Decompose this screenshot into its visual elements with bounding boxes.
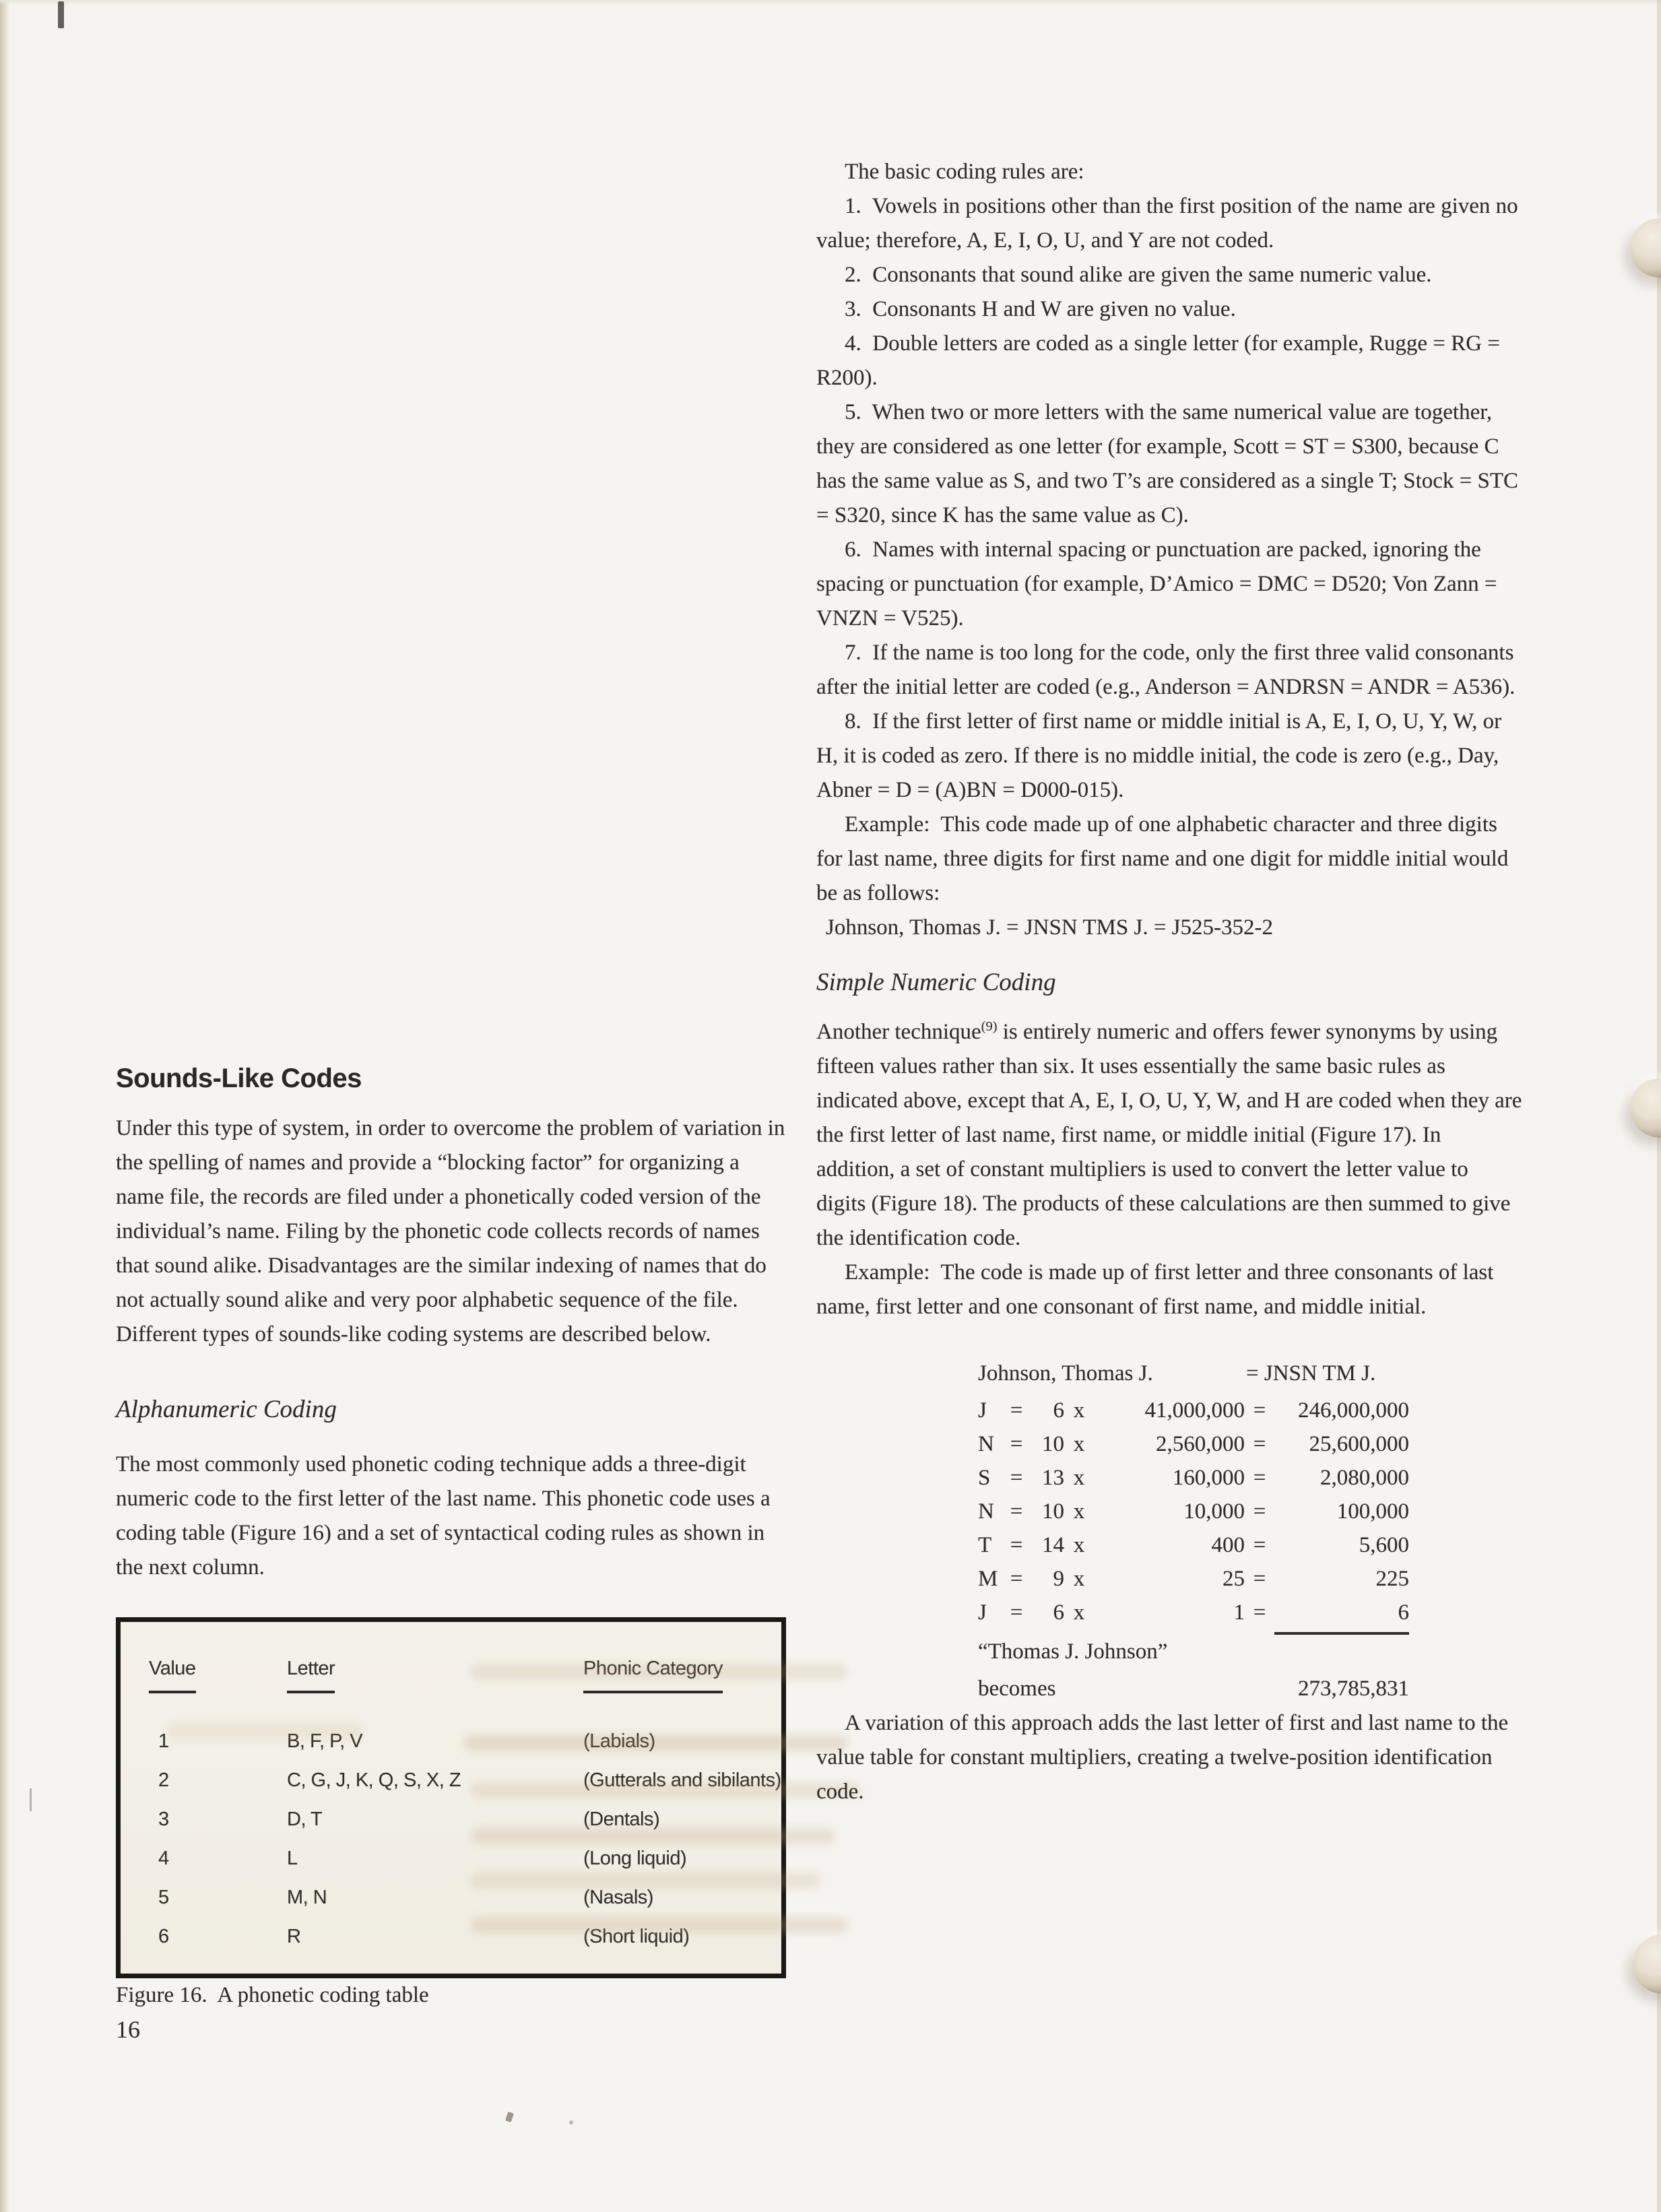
calc-result: 100,000 [1336,1499,1409,1524]
rules-intro: The basic coding rules are: [845,160,1084,184]
value-cell: 1 [158,1730,169,1752]
rule-5: 5. When two or more letters with the same numerical value are together, they are considered as one letter (for example, Scott = ST = S300, because C has the same value as S, and two T’s are considered as a single T; Stock = STC = S320, since K has the same value as C). [816,400,1519,527]
left-column [116,1063,786,2047]
calc-result: 246,000,000 [1298,1398,1409,1423]
equals-sign: = [1253,1499,1266,1524]
paragraph-sounds-like: Under this type of system, in order to overcome the problem of variation in the spelling of names and provide a “blocking factor” for organizing a name file, the records are filed under a phonetically coded version of the individual’s name. Filing by the phonetic code collects records of names that sound alike. Disadvantages are the similar indexing of names that do not actually sound alike and very poor alphabetic sequence of the file. Different types of sounds-like coding systems are described below. [116,1116,785,1346]
becomes-label: becomes [978,1677,1056,1701]
equals-sign: = [1010,1600,1023,1625]
calc-header-name: Johnson, Thomas J. [978,1361,1153,1386]
example-alphanumeric: Example: This code made up of one alphabetic character and three digits for last name, three digits for first name and one digit for middle initial would be as follows: [816,812,1509,905]
calc-multiplier: 10 [1042,1432,1064,1456]
bleed-through-text [464,1735,848,1751]
numeric-code-calculation [978,1357,1409,1706]
calc-row [978,1394,1409,1427]
letter-cell: D, T [287,1809,323,1830]
table-header-phonic-category: Phonic Category [583,1652,723,1693]
numeric-para-text: is entirely numeric and offers fewer synonyms by using fifteen values rather than six. It uses essentially the same basic rules as indicated above, except that A, E, I, O, U, Y, W, and H are coded when they are the first letter of last name, first name, or middle initial (Figure 17). In addition, a set of constant multipliers is used to convert the letter value to digits (Figure 18). The products of these calculations are then summed to give the identification code. [816,1020,1522,1250]
calc-result-final: 6 [1274,1596,1409,1635]
equals-sign: = [1010,1499,1023,1524]
table-header-value: Value [149,1652,196,1693]
calc-row [978,1461,1409,1495]
calc-row [978,1528,1409,1562]
calc-operand: 10,000 [1183,1499,1245,1524]
calc-letter: J [978,1398,987,1423]
times-sign: x [1073,1398,1085,1423]
equals-sign: = [1010,1567,1023,1591]
bleed-through-text [471,1828,835,1844]
equals-sign: = [1010,1533,1023,1557]
numeric-para-text: Another technique [816,1020,981,1044]
binder-hole [1630,218,1661,278]
calc-operand: 1 [1233,1600,1245,1625]
calc-multiplier: 9 [1053,1567,1064,1591]
calc-letter: M [978,1567,998,1591]
calc-result: 225 [1375,1567,1409,1591]
rule-1: 1. Vowels in positions other than the first position of the name are given no value; therefore, A, E, I, O, U, and Y are not coded. [816,194,1518,253]
calc-multiplier: 6 [1053,1398,1064,1423]
value-cell: 6 [158,1926,169,1947]
binder-hole [1630,1078,1661,1138]
equals-sign: = [1253,1432,1266,1456]
letter-cell: C, G, J, K, Q, S, X, Z [287,1769,461,1791]
phonic-cell: (Short liquid) [583,1926,690,1947]
phonic-cell: (Long liquid) [583,1848,687,1869]
calc-operand: 2,560,000 [1156,1432,1245,1456]
rule-2: 2. Consonants that sound alike are given the same numeric value. [845,263,1432,287]
scan-speck [569,2120,573,2124]
equals-sign: = [1253,1567,1266,1591]
scan-artifact-mark [30,1788,32,1811]
times-sign: x [1073,1533,1085,1557]
paragraph-alphanumeric: The most commonly used phonetic coding technique adds a three-digit numeric code to the first letter of the last name. This phonetic code uses a coding table (Figure 16) and a set of syntactical coding rules as shown in the next column. [116,1452,771,1580]
value-cell: 5 [158,1887,169,1908]
right-column [816,155,1522,1809]
rule-4: 4. Double letters are coded as a single letter (for example, Rugge = RG = R200). [816,331,1500,390]
letter-cell: B, F, P, V [287,1730,363,1752]
letter-cell: L [287,1848,298,1869]
bleed-through-text [471,1782,861,1798]
example-alphanumeric-code: Johnson, Thomas J. = JNSN TMS J. = J525-352-2 [826,915,1273,940]
figure16-phonetic-coding-table [116,1617,786,1978]
equals-sign: = [1253,1533,1266,1557]
calc-letter: T [978,1533,992,1557]
equals-sign: = [1010,1466,1023,1490]
scan-top-edge [0,0,1661,5]
calc-header-code: = JNSN TM J. [1246,1361,1376,1386]
binder-hole [1633,1934,1661,1994]
bleed-through-text [471,1664,848,1680]
value-cell: 3 [158,1809,169,1830]
equals-sign: = [1010,1398,1023,1423]
equals-sign: = [1253,1398,1266,1423]
scan-speck [505,2112,514,2122]
calc-header [978,1357,1409,1391]
rule-8: 8. If the first letter of first name or middle initial is A, E, I, O, U, Y, W, or H, it is coded as zero. If there is no middle initial, the code is zero (e.g., Day, Abner = D = (A)BN = D000-015). [816,709,1502,802]
phonic-cell: (Dentals) [583,1809,660,1830]
calc-result: 5,600 [1359,1533,1409,1557]
calc-letter: S [978,1466,991,1490]
calc-row [978,1495,1409,1528]
times-sign: x [1073,1499,1085,1524]
value-cell: 4 [158,1848,169,1869]
letter-cell: M, N [287,1887,327,1908]
equals-sign: = [1253,1466,1266,1490]
calc-letter: J [978,1600,987,1625]
calc-operand: 41,000,000 [1144,1398,1245,1423]
times-sign: x [1073,1600,1085,1625]
table-header-letter: Letter [287,1652,335,1693]
letter-cell: R [287,1926,301,1947]
calc-row [978,1596,1409,1635]
value-cell: 2 [158,1769,169,1791]
phonic-cell: (Gutterals and sibilants) [583,1769,781,1791]
rule-6: 6. Names with internal spacing or punctuation are packed, ignoring the spacing or punctuation (for example, D’Amico = DMC = D520; Von Zann = VNZN = V525). [816,538,1497,630]
scan-artifact-mark [58,1,64,28]
footnote-reference: (9) [981,1019,998,1034]
bleed-through-text [168,1723,363,1739]
calc-multiplier: 14 [1042,1533,1064,1557]
page-number: 16 [116,2016,140,2043]
calc-operand: 25 [1223,1567,1245,1591]
calc-letter: N [978,1432,994,1456]
phonic-cell: (Nasals) [583,1887,653,1908]
equals-sign: = [1253,1600,1266,1625]
scan-left-edge [0,0,9,2212]
calc-multiplier: 10 [1042,1499,1064,1524]
calc-total-value: 273,785,831 [1298,1677,1409,1701]
calc-quoted-name: “Thomas J. Johnson” [978,1639,1168,1664]
paragraph-simple-numeric [816,1015,1522,1256]
calc-result: 2,080,000 [1320,1466,1409,1490]
rule-7: 7. If the name is too long for the code, only the first three valid consonants after the initial letter are coded (e.g., Anderson = ANDRSN = ANDR = A536). [816,641,1516,699]
calc-multiplier: 13 [1042,1466,1064,1490]
calc-result: 25,600,000 [1309,1432,1409,1456]
figure-caption: Figure 16. A phonetic coding table [116,1983,429,2007]
times-sign: x [1073,1466,1085,1490]
times-sign: x [1073,1432,1085,1456]
closing-paragraph: A variation of this approach adds the last letter of first and last name to the value table for constant multipliers, creating a twelve-position identification code. [816,1711,1509,1804]
times-sign: x [1073,1567,1085,1591]
section-heading: Sounds-Like Codes [116,1064,362,1093]
bleed-through-text [471,1917,848,1933]
equals-sign: = [1010,1432,1023,1456]
subsection-heading-simple-numeric: Simple Numeric Coding [816,969,1056,996]
calc-total-row [978,1672,1409,1706]
phonic-cell: (Labials) [583,1730,655,1752]
bleed-through-text [471,1873,821,1889]
calc-multiplier: 6 [1053,1600,1064,1625]
calc-operand: 400 [1211,1533,1245,1557]
calc-operand: 160,000 [1172,1466,1245,1490]
calc-row [978,1562,1409,1596]
rule-3: 3. Consonants H and W are given no value. [845,297,1236,321]
calc-row [978,1427,1409,1461]
calc-letter: N [978,1499,994,1524]
example-numeric: Example: The code is made up of first letter and three consonants of last name, first letter and one consonant of first name, and middle initial. [816,1260,1494,1319]
subsection-heading-alphanumeric: Alphanumeric Coding [116,1396,337,1423]
